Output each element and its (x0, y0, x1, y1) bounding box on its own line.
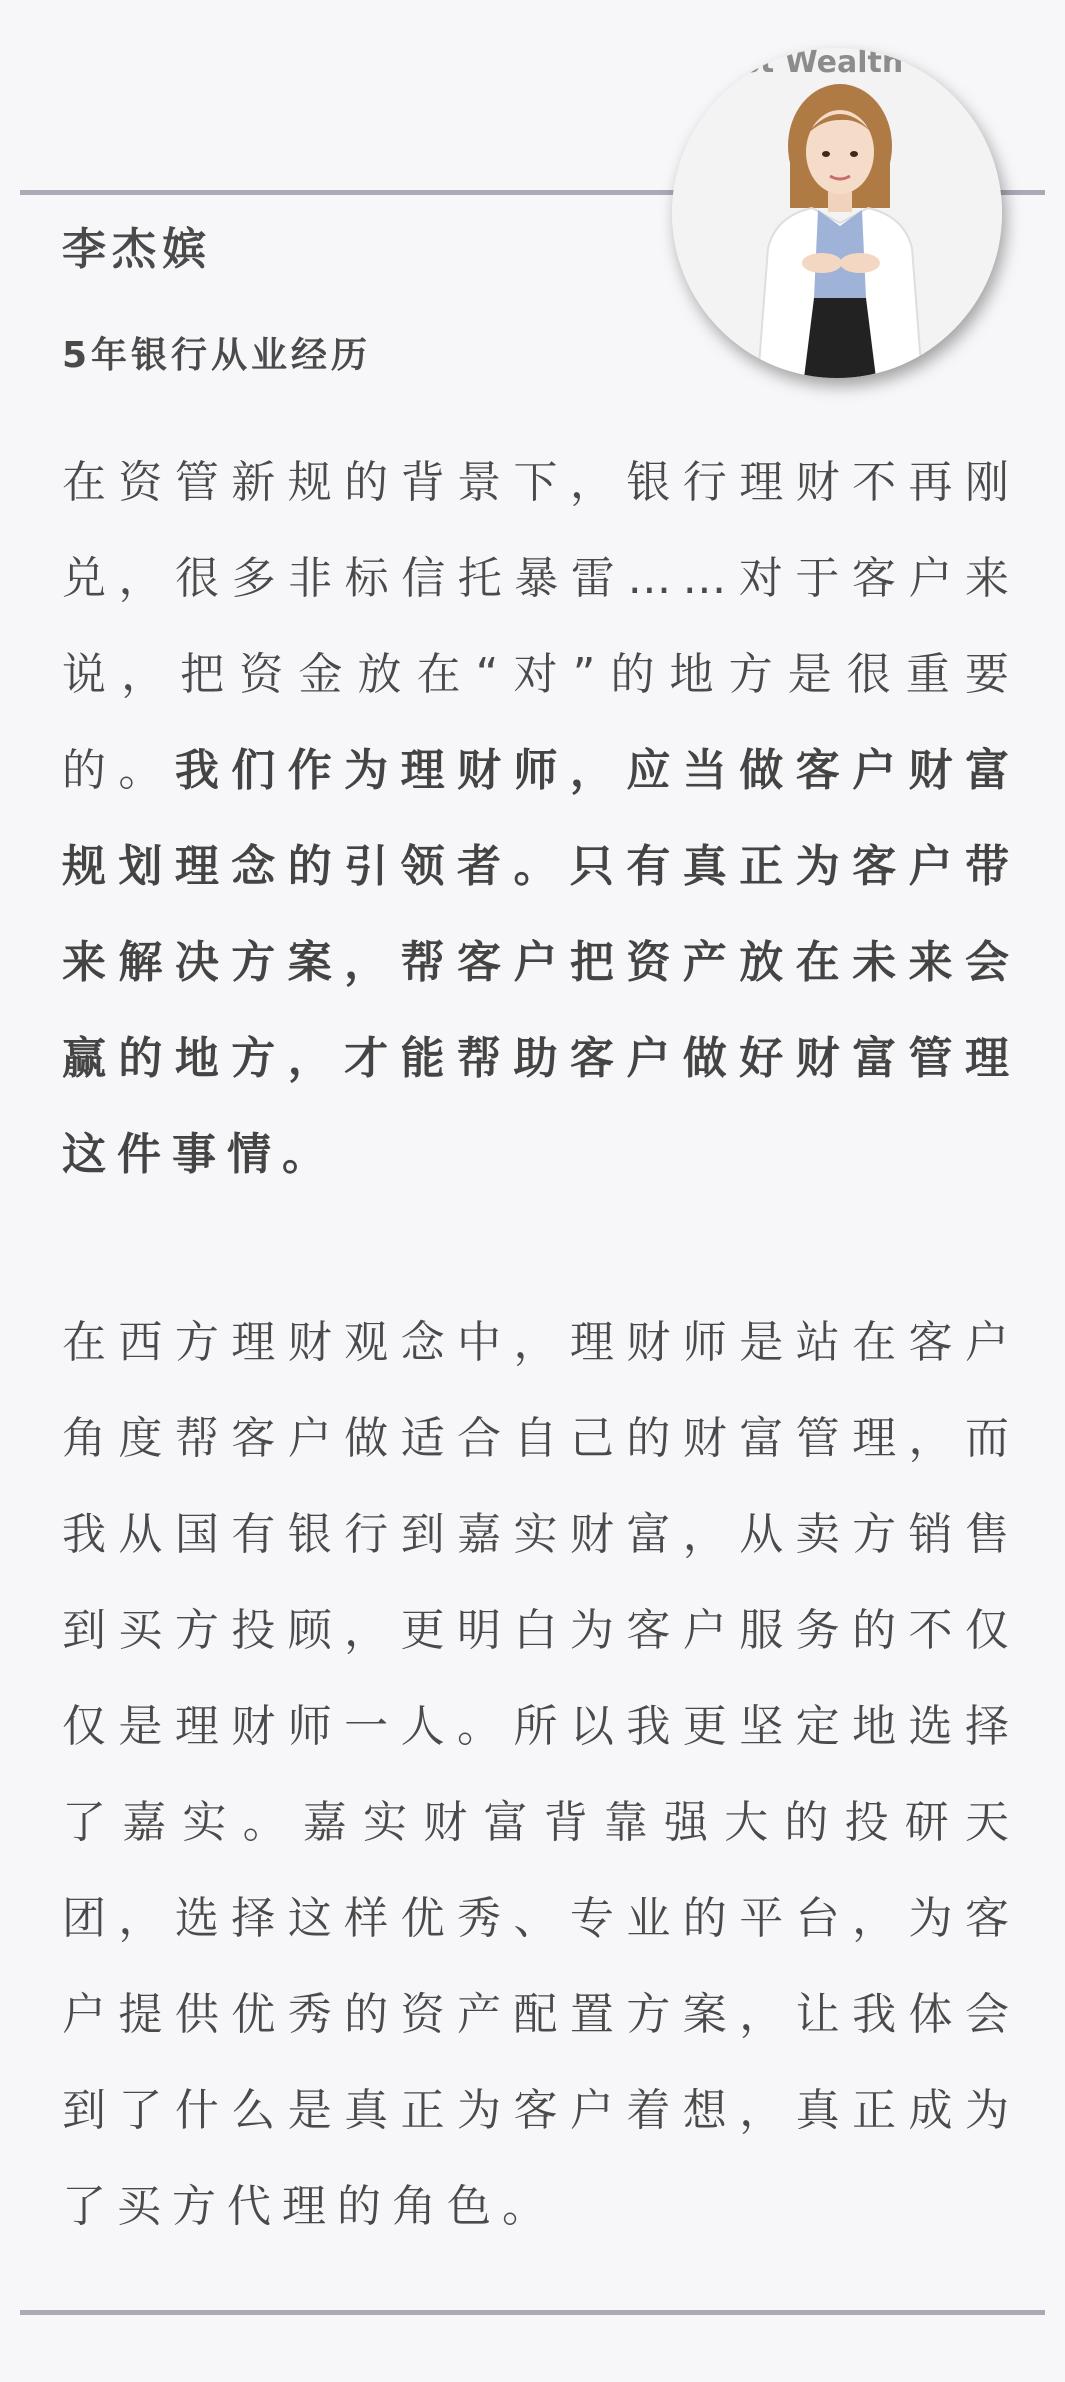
photo-backdrop-text: st Wealth (742, 48, 904, 80)
article-paragraph-2: 在西方理财观念中，理财师是站在客户角度帮客户做适合自己的财富管理，而我从国有银行到嘉实财富，从卖方销售到买方投顾，更明白为客户服务的不仅仅是理财师一人。所以我更坚定地选择了嘉实。嘉实财富背靠强大的投研天团，选择这样优秀、专业的平台，为客户提供优秀的资产配置方案，让我体会到了什么是真正为客户着想，真正成为了买方代理的角色。 (62, 1317, 1020, 2232)
paragraph-1-highlight: 我们作为理财师，应当做客户财富规划理念的引领者。只有真正为客户带来解决方案，帮客户把资产放在未来会赢的地方，才能帮助客户做好财富管理这件事情。 (62, 745, 1020, 1180)
paragraph-1-text: 在资管新规的背景下，银行理财不再刚兑，很多非标信托暴雷……对于客户来说，把资金放在“对”的地方是很重要的。 (62, 457, 1020, 796)
experience-subtitle: 5年银行从业经历 (62, 335, 372, 376)
article-paragraph-1 (62, 435, 1020, 1203)
profile-photo (672, 48, 1002, 378)
bottom-divider (20, 2310, 1045, 2315)
person-name: 李杰嫔 (62, 224, 212, 275)
